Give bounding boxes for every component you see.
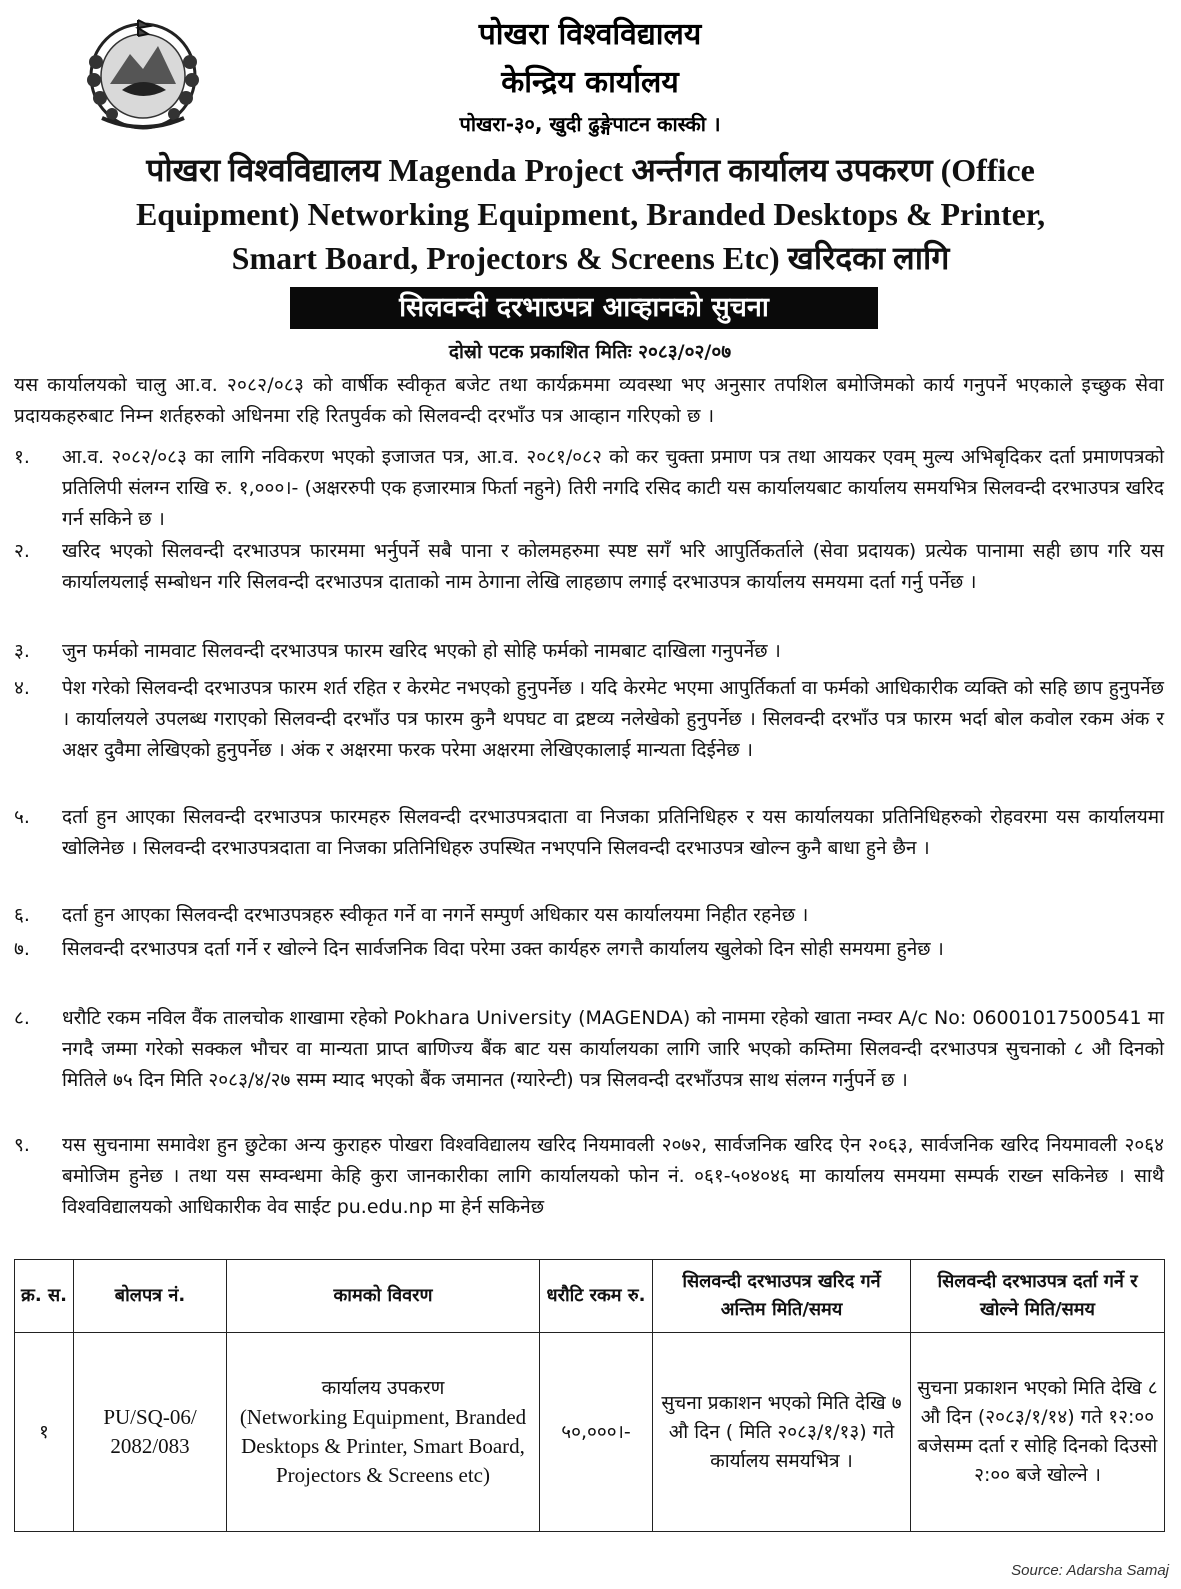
- condition-text: आ.व. २०८२/०८३ का लागि नविकरण भएको इजाजत पत्र, आ.व. २०८१/०८२ को कर चुक्ता प्रमाण पत्र तथा आयकर एवम् मुल्य अभिबृदिकर दर्ता प्रमाणपत्रको प्रतिलिपी संलग्न राखि रु. १,०००।- (अक्षररुपी एक हजारमात्र फिर्ता नहुने) तिरी नगदि रसिद काटी यस कार्यालयबाट कार्यालय समयभित्र सिलवन्दी दरभाउपत्र खरिद गर्न सकिने छ ।: [62, 446, 1164, 530]
- col-description: कामको विवरण: [227, 1260, 540, 1333]
- col-purchase-deadline: सिलवन्दी दरभाउपत्र खरिद गर्ने अन्तिम मिति/समय: [653, 1260, 911, 1333]
- condition-item: [14, 900, 1164, 931]
- office-address: पोखरा-३०, खुदी ढुङ्गेपाटन कास्की ।: [459, 112, 721, 136]
- cell-description: [227, 1333, 540, 1532]
- cell-serial: १: [15, 1333, 74, 1532]
- condition-number: २.: [14, 540, 30, 562]
- university-name: पोखरा विश्वविद्यालय: [478, 17, 702, 52]
- col-submission-opening: सिलवन्दी दरभाउपत्र दर्ता गर्ने र खोल्ने मिति/समय: [911, 1260, 1165, 1333]
- condition-item: [14, 1003, 1164, 1096]
- condition-item: [14, 934, 1164, 965]
- intro-paragraph: यस कार्यालयको चालु आ.व. २०८२/०८३ को वार्षीक स्वीकृत बजेट तथा कार्यक्रममा व्यवस्था भए अनुसार तपशिल बमोजिमको कार्य गनुपर्ने भएकाले इच्छुक सेवा प्रदायकहरुबाट निम्न शर्तहरुको अधिनमा रहि रितपुर्वक को सिलवन्दी दरभाँउ पत्र आव्हान गरिएको छ ।: [14, 374, 1164, 427]
- cell-purchase-deadline: सुचना प्रकाशन भएको मिति देखि ७ औ दिन ( मिति २०८३/१/१३) गते कार्यालय समयभित्र ।: [653, 1333, 911, 1532]
- source-credit: Source: Adarsha Samaj: [1011, 1562, 1169, 1579]
- cell-deposit: ५०,०००।-: [540, 1333, 653, 1532]
- condition-number: ६.: [14, 904, 30, 926]
- title-line-1: पोखरा विश्वविद्यालय Magenda Project अर्न्तगत कार्यालय उपकरण (Office: [146, 152, 1035, 188]
- condition-number: ४.: [14, 677, 30, 699]
- cell-bid-number: PU/SQ-06/ 2082/083: [74, 1333, 227, 1532]
- published-date: दोस्रो पटक प्रकाशित मितिः २०८३/०२/०७: [448, 341, 732, 363]
- cell-submission-opening: सुचना प्रकाशन भएको मिति देखि ८ औ दिन (२०८३/१/१४) गते १२:०० बजेसम्म दर्ता र सोहि दिनको दिउसो २:०० बजे खोल्ने ।: [911, 1333, 1165, 1532]
- condition-text: जुन फर्मको नामवाट सिलवन्दी दरभाउपत्र फारम खरिद भएको हो सोहि फर्मको नामबाट दाखिला गनुपर्नेछ ।: [62, 640, 781, 662]
- col-deposit: धरौटि रकम रु.: [540, 1260, 653, 1333]
- condition-text: धरौटि रकम नविल वैंक तालचोक शाखामा रहेको Pokhara University (MAGENDA) को नाममा रहेको खाता नम्वर A/c No: 06001017500541 मा नगदै जम्मा गरेको सक्कल भौचर वा मान्यता प्राप्त बाणिज्य बैंक बाट यस कार्यालयका लागि जारि भएको कम्तिमा सिलवन्दी दरभाउपत्र सुचनाको ८ औ दिनको मितिले ७५ दिन मिति २०८३/४/२७ सम्म म्याद भएको बैंक जमानत (ग्यारेन्टी) पत्र सिलवन्दी दरभाँउपत्र साथ संलग्न गर्नुपर्ने छ ।: [62, 1007, 1164, 1091]
- condition-item: [14, 1130, 1164, 1223]
- condition-number: ३.: [14, 640, 30, 662]
- col-serial: क्र. स.: [15, 1260, 74, 1333]
- condition-text: पेश गरेको सिलवन्दी दरभाउपत्र फारम शर्त रहित र केरमेट नभएको हुनुपर्नेछ । यदि केरमेट भएमा आपुर्तिकर्ता वा फर्मको आधिकारीक व्यक्ति को सहि छाप हुनुपर्नेछ । कार्यालयले उपलब्ध गराएको सिलवन्दी दरभाँउ पत्र फारम कुनै थपघट वा द्रष्टव्य नलेखेको हुनुपर्नेछ । सिलवन्दी दरभाँउ पत्र फारम भर्दा बोल कवोल रकम अंक र अक्षर दुवैमा लेखिएको हुनुपर्नेछ । अंक र अक्षरमा फरक परेमा अक्षरमा लेखिएकालाई मान्यता दिईनेछ ।: [62, 677, 1164, 761]
- condition-text: खरिद भएको सिलवन्दी दरभाउपत्र फारममा भर्नुपर्ने सबै पाना र कोलमहरुमा स्पष्ट सगँ भरि आपुर्तिकर्ताले (सेवा प्रदायक) प्रत्येक पानामा सही छाप गरि यस कार्यालयलाई सम्बोधन गरि सिलवन्दी दरभाउपत्र दाताको नाम ठेगाना लेखि लाहछाप लगाई दरभाउपत्र कार्यालय समयमा दर्ता गर्नु पर्नेछ ।: [62, 540, 1164, 593]
- notice-title: [20, 148, 1161, 280]
- condition-number: ७.: [14, 938, 30, 960]
- table-header-row: [15, 1260, 1165, 1333]
- description-en: (Networking Equipment, Branded Desktops & Printer, Smart Board, Projectors & Screens etc): [239, 1405, 527, 1487]
- condition-item: [14, 636, 1164, 667]
- title-line-2: Equipment) Networking Equipment, Branded Desktops & Printer,: [135, 196, 1046, 232]
- condition-text: यस सुचनामा समावेश हुन छुटेका अन्य कुराहरु पोखरा विश्वविद्यालय खरिद नियमावली २०७२, सार्वजनिक खरिद ऐन २०६३, सार्वजनिक खरिद नियमावली २०६४ बमोजिम हुनेछ । तथा यस सम्वन्धमा केहि कुरा जानकारीका लागि कार्यालयको फोन नं. ०६१-५०४०४६ मा कार्यालय समयमा सम्पर्क राख्न सकिनेछ । साथै विश्वविद्यालयको आधिकारीक वेव साईट pu.edu.np मा हेर्न सकिनेछ: [62, 1134, 1164, 1218]
- notice-banner: सिलवन्दी दरभाउपत्र आव्हानको सुचना: [290, 287, 878, 329]
- condition-number: १.: [14, 446, 30, 468]
- condition-text: दर्ता हुन आएका सिलवन्दी दरभाउपत्रहरु स्वीकृत गर्ने वा नगर्ने सम्पुर्ण अधिकार यस कार्यालयमा निहीत रहनेछ ।: [62, 904, 809, 926]
- condition-number: ९.: [14, 1134, 30, 1156]
- condition-item: [14, 802, 1164, 864]
- tender-table: [14, 1259, 1165, 1532]
- office-name: केन्द्रिय कार्यालय: [501, 65, 679, 100]
- title-line-3: Smart Board, Projectors & Screens Etc) खरिदका लागि: [231, 240, 950, 276]
- condition-text: सिलवन्दी दरभाउपत्र दर्ता गर्ने र खोल्ने दिन सार्वजनिक विदा परेमा उक्त कार्यहरु लगत्तै कार्यालय खुलेको दिन सोही समयमा हुनेछ ।: [62, 938, 944, 960]
- nepal-government-emblem: [80, 14, 206, 132]
- condition-item: [14, 442, 1164, 535]
- condition-text: दर्ता हुन आएका सिलवन्दी दरभाउपत्र फारमहरु सिलवन्दी दरभाउपत्रदाता वा निजका प्रतिनिधिहरु र यस कार्यालयका प्रतिनिधिहरुको रोहवरमा यस कार्यालयमा खोलिनेछ । सिलवन्दी दरभाउपत्रदाता वा निजका प्रतिनिधिहरु उपस्थित नभएपनि सिलवन्दी दरभाउपत्र खोल्न कुनै बाधा हुने छैन ।: [62, 806, 1164, 859]
- col-bid-number: बोलपत्र नं.: [74, 1260, 227, 1333]
- condition-item: [14, 673, 1164, 766]
- condition-item: [14, 536, 1164, 598]
- description-np: कार्यालय उपकरण: [321, 1377, 445, 1399]
- table-row: [15, 1333, 1165, 1532]
- condition-number: ८.: [14, 1007, 30, 1029]
- condition-number: ५.: [14, 806, 30, 828]
